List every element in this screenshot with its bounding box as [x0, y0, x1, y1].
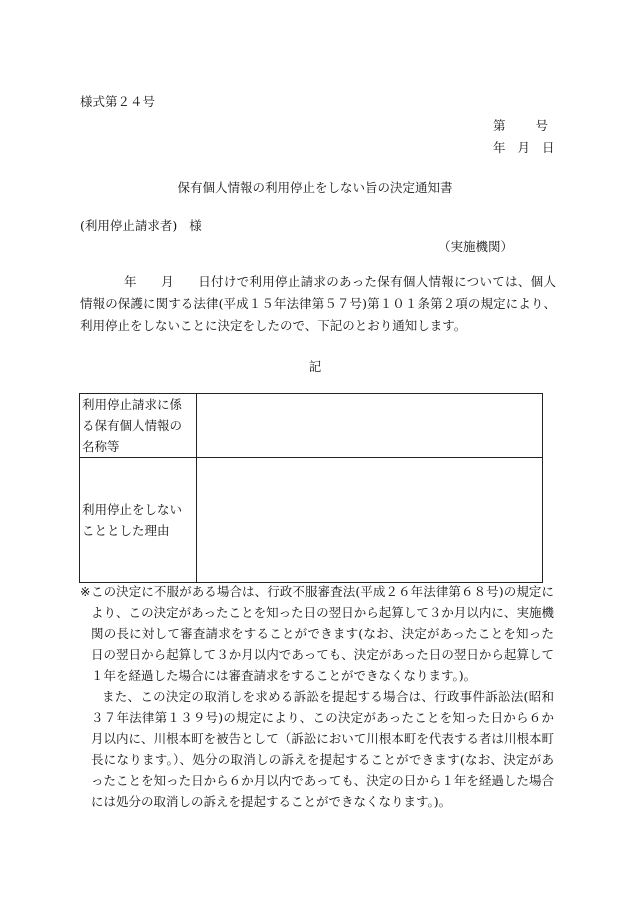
date-month: 月 — [517, 140, 531, 155]
recipient-honorific: 様 — [189, 218, 202, 233]
document-number — [493, 116, 548, 134]
document-title: 保有個人情報の利用停止をしない旨の決定通知書 — [177, 180, 453, 195]
document-date — [493, 138, 555, 156]
note-paragraph-2: また、この決定の取消しを求める訴訟を提起する場合は、行政事件訴訟法(昭和３７年法律第１３９号)の規定により、この決定があったことを知った日から６か月以内に、川根本町を被告として（訴訟において川根本町を代表する者は川根本町長になります。）、処分の取消しの訴えを提起することができます(なお、決定があったことを知った日から６か月以内であっても、決定の日から１年を経過した場合には処分の取消しの訴えを提起することができなくなります。)。 — [91, 689, 554, 809]
row1-value — [197, 394, 543, 458]
date-year: 年 — [493, 140, 506, 155]
doc-no-prefix: 第 — [493, 118, 506, 133]
body-date-year: 年 — [124, 274, 137, 289]
implementing-agency: （実施機関） — [438, 239, 514, 254]
row2-label: 利用停止をしないこととした理由 — [80, 458, 197, 583]
table-row — [80, 394, 543, 458]
body-text: 日付けで利用停止請求のあった保有個人情報については、個人情報の保護に関する法律(平成１５年法律第５７号)第１０１条第２項の規定により、利用停止をしないことに決定をしたので、下記のとおり通知します。 — [80, 274, 556, 333]
doc-no-suffix: 号 — [535, 118, 549, 133]
ki-heading: 記 — [308, 359, 322, 374]
date-day: 日 — [542, 140, 555, 155]
note-paragraph-1: この決定に不服がある場合は、行政不服審査法(平成２６年法律第６８号)の規定により、この決定があったことを知った日の翌日から起算して３か月以内に、実施機関の長に対して審査請求をすることができます(なお、決定があったことを知った日の翌日から起算して３か月以内であっても、決定があった日の翌日から起算して１年を経過した場合には審査請求をすることができなくなります。)。 — [91, 584, 554, 683]
body-date-month: 月 — [160, 274, 174, 289]
body-paragraph — [80, 271, 556, 337]
info-table — [79, 393, 543, 583]
row1-label: 利用停止請求に係る保有個人情報の名称等 — [80, 394, 197, 458]
appeal-note — [80, 581, 554, 812]
note-mark: ※ — [80, 584, 91, 599]
row2-value — [197, 458, 543, 583]
form-number: 様式第２４号 — [80, 94, 156, 109]
table-row — [80, 458, 543, 583]
recipient — [80, 216, 202, 234]
recipient-label: (利用停止請求者) — [80, 218, 178, 233]
